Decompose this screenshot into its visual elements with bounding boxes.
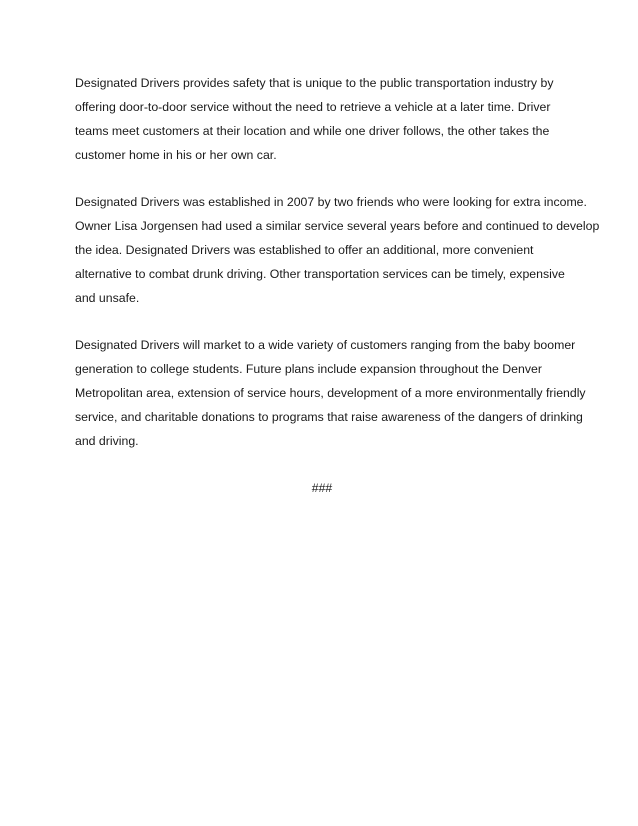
paragraph-line: service, and charitable donations to programs that raise awareness of the dangers of drinking	[75, 410, 583, 424]
paragraph-line: offering door-to-door service without the need to retrieve a vehicle at a later time. Driver	[75, 100, 551, 114]
paragraph-line: Designated Drivers provides safety that is unique to the public transportation industry by	[75, 76, 554, 90]
paragraph-line: and unsafe.	[75, 291, 140, 305]
paragraph-company-history	[75, 190, 600, 310]
paragraph-line: Owner Lisa Jorgensen had used a similar service several years before and continued to develop	[75, 219, 600, 233]
paragraph-line: customer home in his or her own car.	[75, 148, 277, 162]
paragraph-line: teams meet customers at their location and while one driver follows, the other takes the	[75, 124, 550, 138]
document-body	[75, 71, 600, 500]
paragraph-line: Designated Drivers was established in 2007 by two friends who were looking for extra income.	[75, 195, 587, 209]
paragraph-line: Designated Drivers will market to a wide variety of customers ranging from the baby boomer	[75, 338, 576, 352]
paragraph-line: the idea. Designated Drivers was established to offer an additional, more convenient	[75, 243, 534, 257]
paragraph-line: generation to college students. Future plans include expansion throughout the Denver	[75, 362, 542, 376]
paragraph-line: and driving.	[75, 434, 139, 448]
paragraph-future-plans	[75, 333, 586, 453]
end-of-release-mark: ###	[311, 481, 333, 495]
paragraph-line: alternative to combat drunk driving. Other transportation services can be timely, expensive	[75, 267, 565, 281]
paragraph-service-description	[75, 71, 565, 167]
paragraph-line: Metropolitan area, extension of service hours, development of a more environmentally friendly	[75, 386, 586, 400]
